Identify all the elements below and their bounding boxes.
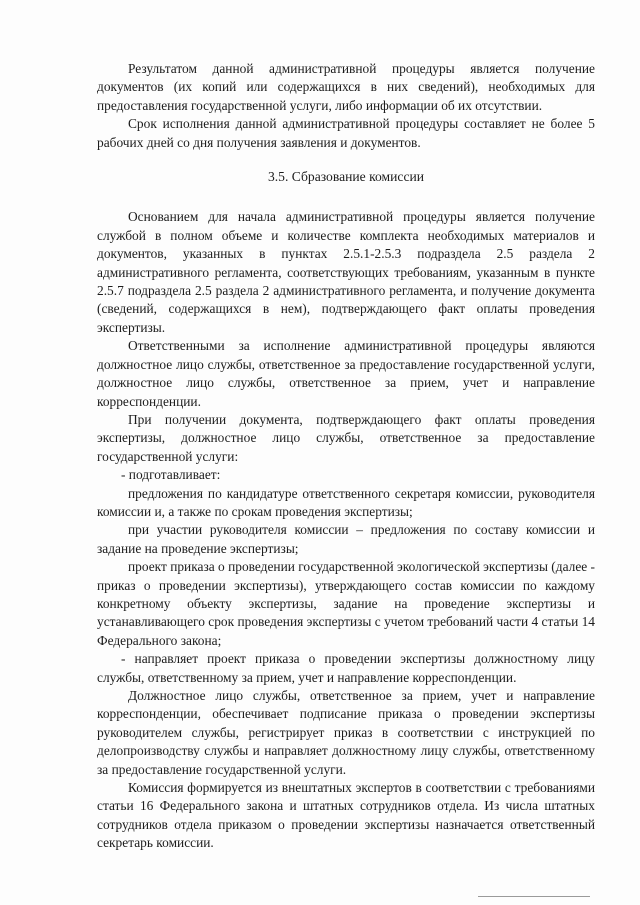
paragraph-official-signing: Должностное лицо службы, ответственное за прием, учет и направление корреспонденции, обеспечивает подписание приказа о проведении экспертизы руководителем службы, регистрирует приказ в соответствии с инструкцией по делопроизводству службы и направляет должностному лицу службы, ответственному за предоставление государственной услуги. [97,688,595,777]
paragraph-proposals-secretary: предложения по кандидатуре ответственного секретаря комиссии, руководителя комиссии и, а также по срокам проведения экспертизы; [97,485,595,519]
paragraph-commission-formed: Комиссия формируется из внештатных экспертов в соответствии с требованиями статьи 16 Федерального закона и штатных сотрудников отдела. Из числа штатных сотрудников отдела приказом о проведении экспертизы назначается ответственный секретарь комиссии. [97,780,595,851]
paragraph-basis: Основанием для начала административной процедуры является получение службой в полном объеме и количестве комплекта необходимых материалов и документов, указанных в пунктах 2.5.1-2.5.3 подраздела 2.5 раздела 2 административного регламента, соответствующих требованиям, указанным в пункте 2.5.7 подраздела 2.5 раздела 2 административного регламента, и получение документа (сведений, содержащихся в нем), подтверждающего факт оплаты проведения экспертизы. [97,209,595,335]
paragraph-deadline: Срок исполнения данной административной процедуры составляет не более 5 рабочих дней со дня получения заявления и документов. [97,116,595,150]
list-item-sends-draft: - направляет проект приказа о проведении экспертизы должностному лицу службы, ответственному за прием, учет и направление корреспонденции. [97,651,595,685]
paragraph-responsible: Ответственными за исполнение административной процедуры являются должностное лицо службы, ответственное за предоставление государственной услуги, должностное лицо службы, ответственное за прием, учет и направление корреспонденции. [97,338,595,409]
paragraph-proposals-commission: при участии руководителя комиссии – предложения по составу комиссии и задание на проведение экспертизы; [97,522,595,556]
paragraph-on-receipt: При получении документа, подтверждающего факт оплаты проведения экспертизы, должностное лицо службы, ответственное за предоставление государственной услуги: [97,411,595,464]
paragraph-draft-order: проект приказа о проведении государственной экологической экспертизы (далее - приказ о проведении экспертизы), утверждающего состав комиссии по каждому конкретному объекту экспертизы, задание на проведение экспертизы и устанавливающего срок проведения экспертизы с учетом требований части 4 статьи 14 Федерального закона; [97,559,596,648]
scan-edge-line [478,896,590,897]
list-item-prepares: - подготавливает: [121,467,221,483]
paragraph-result: Результатом данной административной процедуры является получение документов (их копий или содержащихся в них сведений), необходимых для предоставления государственной услуги, либо информации об их отсутствии. [97,61,595,113]
document-body [97,60,595,853]
section-heading: 3.5. Сбразование комиссии [267,169,425,185]
